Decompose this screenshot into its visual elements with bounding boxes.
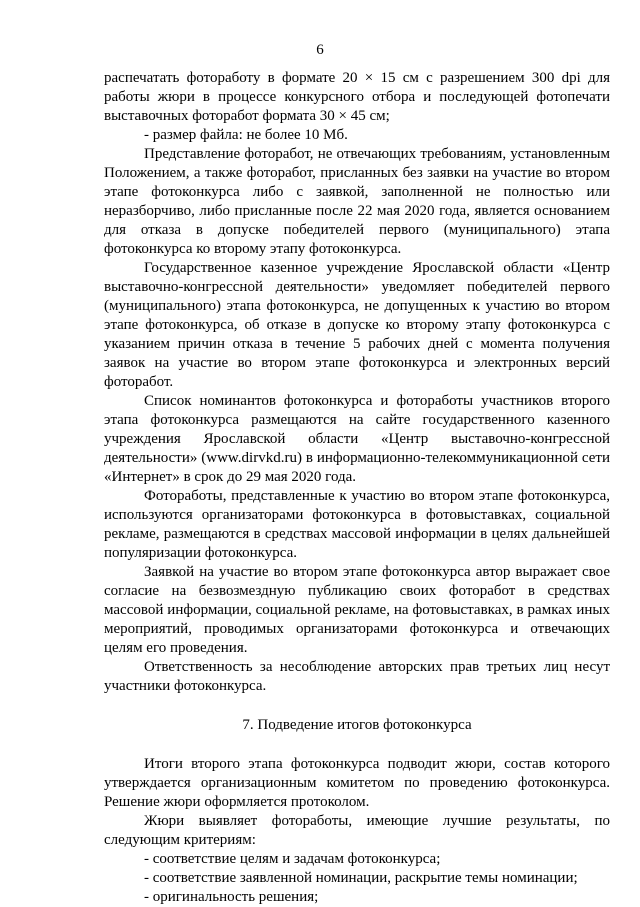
paragraph: Список номинантов фотоконкурса и фотоработы участников второго этапа фотоконкурса размещаются на сайте государственного казенного учреждения Ярославской области «Центр выставочно-конгрессной деятельности» (www.dirvkd.ru) в информационно-телекоммуникационной сети «Интернет» в срок до 29 мая 2020 года. — [104, 393, 610, 485]
criteria-item: - оригинальность решения; — [144, 889, 319, 905]
paragraph: Заявкой на участие во втором этапе фотоконкурса автор выражает свое согласие на безвозмездную публикацию своих фоторабот в средствах массовой информации, социальной рекламе, на фотовыставках, в рамках иных мероприятий, проводимых организаторами фотоконкурса и отвечающих целям его проведения. — [104, 564, 610, 656]
section-heading: 7. Подведение итогов фотоконкурса — [242, 717, 472, 733]
paragraph: Итоги второго этапа фотоконкурса подводит жюри, состав которого утверждается организационным комитетом по проведению фотоконкурса. Решение жюри оформляется протоколом. — [104, 756, 610, 810]
paragraph: Фотоработы, представленные к участию во втором этапе фотоконкурса, используются организаторами фотоконкурса в фотовыставках, социальной рекламе, размещаются в средствах массовой информации в целях дальнейшей популяризации фотоконкурса. — [104, 488, 610, 561]
paragraph: Жюри выявляет фотоработы, имеющие лучшие результаты, по следующим критериям: — [104, 813, 610, 848]
document-body — [104, 69, 610, 907]
paragraph: распечатать фотоработу в формате 20 × 15 см с разрешением 300 dpi для работы жюри в процессе конкурсного отбора и последующей фотопечати выставочных фоторабот формата 30 × 45 см; — [104, 70, 610, 124]
page-number: 6 — [316, 42, 324, 58]
criteria-item: - соответствие заявленной номинации, раскрытие темы номинации; — [144, 870, 578, 886]
list-item: - размер файла: не более 10 Мб. — [144, 127, 348, 143]
paragraph: Ответственность за несоблюдение авторских прав третьих лиц несут участники фотоконкурса. — [104, 659, 610, 694]
criteria-list — [104, 850, 610, 907]
criteria-item: - соответствие целям и задачам фотоконкурса; — [144, 851, 441, 867]
paragraph: Представление фоторабот, не отвечающих требованиям, установленным Положением, а также фоторабот, присланных без заявки на участие во втором этапе фотоконкурса либо с заявкой, заполненной не полностью или неразборчиво, либо присланные после 22 мая 2020 года, является основанием для отказа в допуске победителей первого (муниципального) этапа фотоконкурса ко второму этапу фотоконкурса. — [104, 146, 610, 257]
paragraph: Государственное казенное учреждение Ярославской области «Центр выставочно-конгрессной деятельности» уведомляет победителей первого (муниципального) этапа фотоконкурса, не допущенных к участию во втором этапе фотоконкурса, об отказе в допуске ко второму этапу фотоконкурса с указанием причин отказа в течение 5 рабочих дней с момента получения заявок на участие во втором этапе фотоконкурса и электронных версий фоторабот. — [104, 260, 610, 390]
